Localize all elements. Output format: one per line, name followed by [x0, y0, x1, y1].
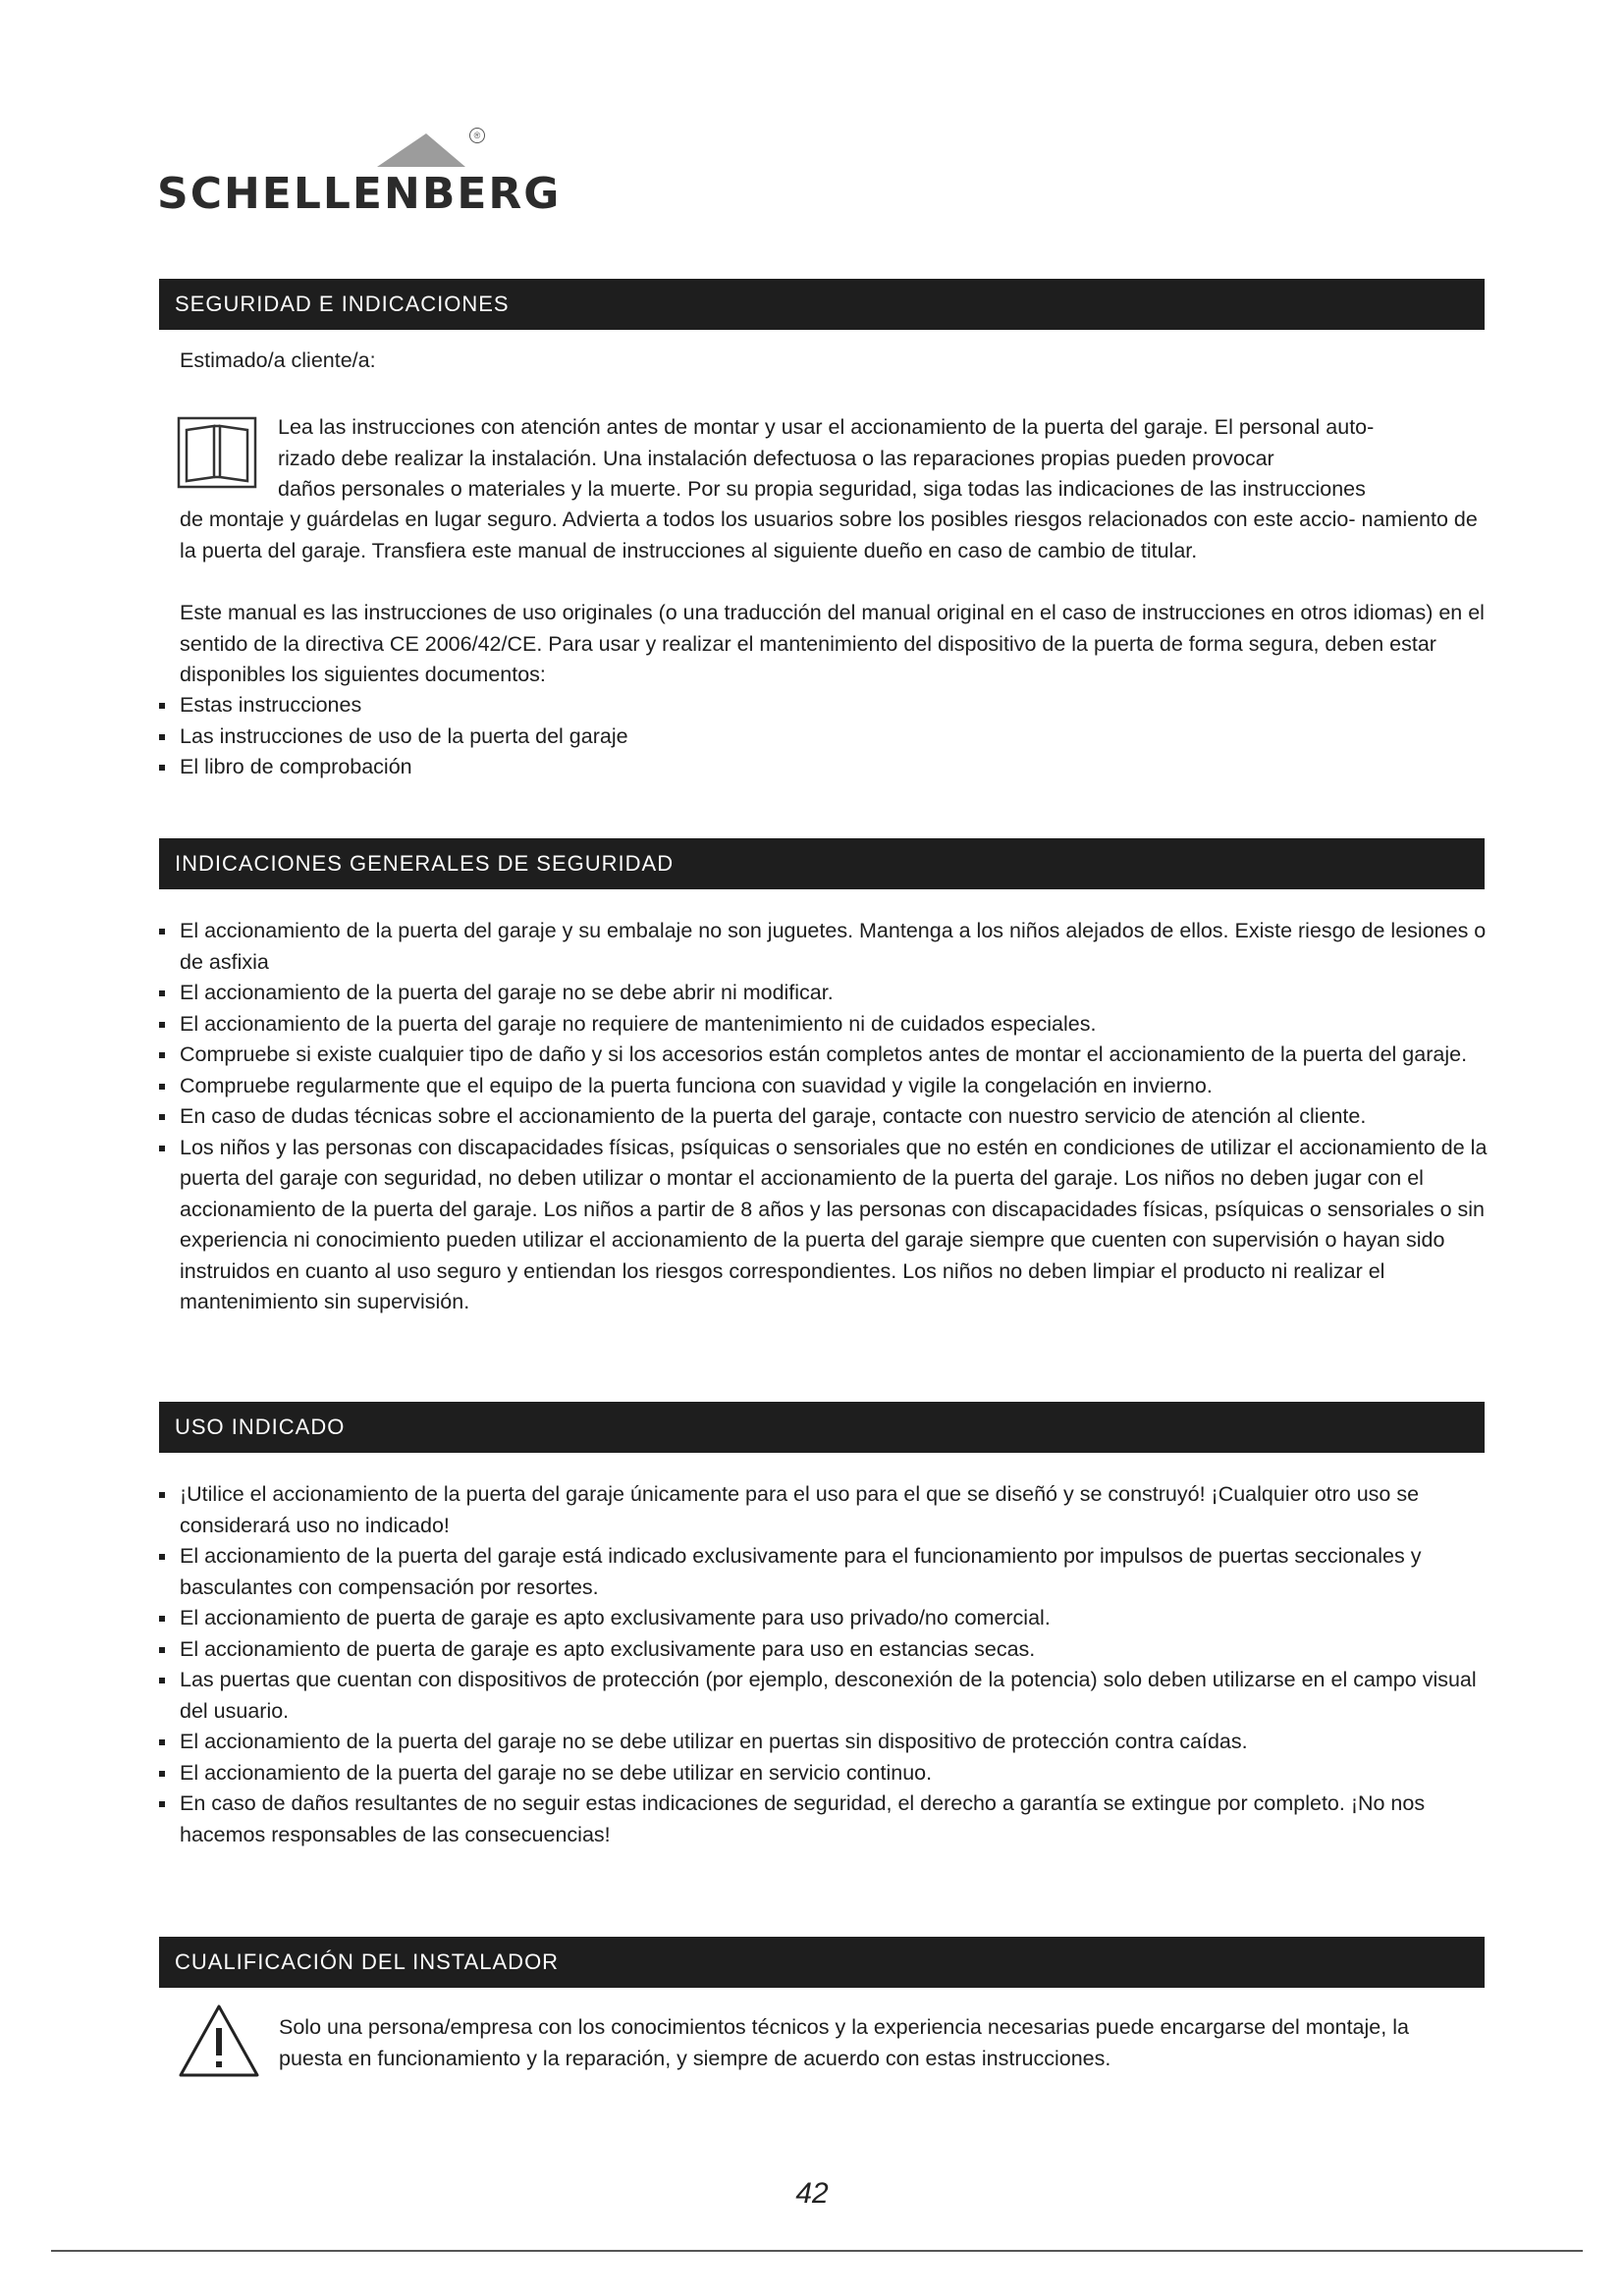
list-item: Las puertas que cuentan con dispositivos de protección (por ejemplo, desconexión de la potencia) solo deben utilizarse en el campo visual del usuario. [159, 1665, 1480, 1727]
list-item: Compruebe si existe cualquier tipo de daño y si los accesorios están completos antes de montar el accionamiento de la puerta del garaje. [159, 1040, 1489, 1071]
footer-divider [51, 2250, 1583, 2252]
list-item: El accionamiento de la puerta del garaje no requiere de mantenimiento ni de cuidados especiales. [159, 1009, 1489, 1041]
documents-list [159, 690, 1475, 783]
section-header-general-safety: INDICACIONES GENERALES DE SEGURIDAD [159, 838, 1485, 889]
book-icon [177, 416, 257, 489]
list-item: ¡Utilice el accionamiento de la puerta del garaje únicamente para el uso para el que se diseñó y se construyó! ¡Cualquier otro uso se considerará uso no indicado! [159, 1479, 1480, 1541]
list-item: Las instrucciones de uso de la puerta del garaje [159, 721, 1475, 753]
safety-intro-line: rizado debe realizar la instalación. Una instalación defectuosa o las reparaciones propias pueden provocar [278, 446, 1274, 470]
safety-intro-line: Lea las instrucciones con atención antes de montar y usar el accionamiento de la puerta del garaje. El personal auto- [278, 415, 1375, 439]
list-item: El accionamiento de la puerta del garaje no se debe utilizar en puertas sin dispositivo de protección contra caídas. [159, 1727, 1480, 1758]
section-header-safety: SEGURIDAD E INDICACIONES [159, 279, 1485, 330]
safety-intro [278, 412, 1486, 506]
warning-icon [177, 2002, 261, 2079]
installer-text: Solo una persona/empresa con los conocimientos técnicos y la experiencia necesarias puede encargarse del montaje, la puesta en funcionamiento y la reparación, y siempre de acuerdo con estas instrucciones. [279, 2015, 1409, 2070]
list-item: El accionamiento de la puerta del garaje no se debe utilizar en servicio continuo. [159, 1758, 1480, 1789]
manual-paragraph: Este manual es las instrucciones de uso originales (o una traducción del manual original en el caso de instrucciones en otros idiomas) en el sentido de la directiva CE 2006/42/CE. Para usar y realizar el mantenimiento del dispositivo de la puerta de forma segura, deben estar disponibles los siguientes documentos: [180, 601, 1485, 686]
section-header-installer: CUALIFICACIÓN DEL INSTALADOR [159, 1937, 1485, 1988]
list-item: El accionamiento de la puerta del garaje no se debe abrir ni modificar. [159, 978, 1489, 1009]
list-item: El accionamiento de puerta de garaje es apto exclusivamente para uso privado/no comercial. [159, 1603, 1480, 1634]
page-number: 42 [795, 2177, 829, 2210]
list-item: Compruebe regularmente que el equipo de la puerta funciona con suavidad y vigile la congelación en invierno. [159, 1071, 1489, 1102]
section-header-intended-use: USO INDICADO [159, 1402, 1485, 1453]
safety-intro-continued: de montaje y guárdelas en lugar seguro. Advierta a todos los usuarios sobre los posibles riesgos relacionados con este accio- namiento de la puerta del garaje. Transfiera este manual de instrucciones al siguiente dueño en caso de cambio de titular. [180, 507, 1478, 562]
list-item: El libro de comprobación [159, 752, 1475, 783]
registered-mark: ® [469, 128, 485, 143]
general-safety-list [159, 916, 1489, 1318]
brand-logo [157, 128, 562, 226]
list-item: El accionamiento de puerta de garaje es apto exclusivamente para uso en estancias secas. [159, 1634, 1480, 1666]
list-item: El accionamiento de la puerta del garaje está indicado exclusivamente para el funcionamiento por impulsos de puertas seccionales y basculantes con compensación por resortes. [159, 1541, 1480, 1603]
brand-name: SCHELLENBERG [157, 169, 562, 219]
list-item: El accionamiento de la puerta del garaje y su embalaje no son juguetes. Mantenga a los niños alejados de ellos. Existe riesgo de lesiones o de asfixia [159, 916, 1489, 978]
list-item: Estas instrucciones [159, 690, 1475, 721]
roof-logo-icon [377, 132, 465, 167]
list-item: Los niños y las personas con discapacidades físicas, psíquicas o sensoriales que no estén en condiciones de utilizar el accionamiento de la puerta del garaje con seguridad, no deben utilizar o montar el accionamiento de la puerta del garaje. Los niños no deben jugar con el accionamiento de la puerta del garaje. Los niños a partir de 8 años y las personas con discapacidades físicas, psíquicas o sensoriales o sin experiencia ni conocimiento pueden utilizar el accionamiento de la puerta del garaje siempre que cuenten con supervisión o hayan sido instruidos en cuanto al uso seguro y entiendan los riesgos correspondientes. Los niños no deben limpiar el producto ni realizar el mantenimiento sin supervisión. [159, 1133, 1489, 1318]
greeting: Estimado/a cliente/a: [180, 348, 376, 372]
safety-intro-line: daños personales o materiales y la muerte. Por su propia seguridad, siga todas las indicaciones de las instrucciones [278, 477, 1366, 501]
list-item: En caso de daños resultantes de no seguir estas indicaciones de seguridad, el derecho a garantía se extingue por completo. ¡No nos hacemos responsables de las consecuencias! [159, 1789, 1480, 1850]
list-item: En caso de dudas técnicas sobre el accionamiento de la puerta del garaje, contacte con nuestro servicio de atención al cliente. [159, 1101, 1489, 1133]
intended-use-list [159, 1479, 1480, 1850]
